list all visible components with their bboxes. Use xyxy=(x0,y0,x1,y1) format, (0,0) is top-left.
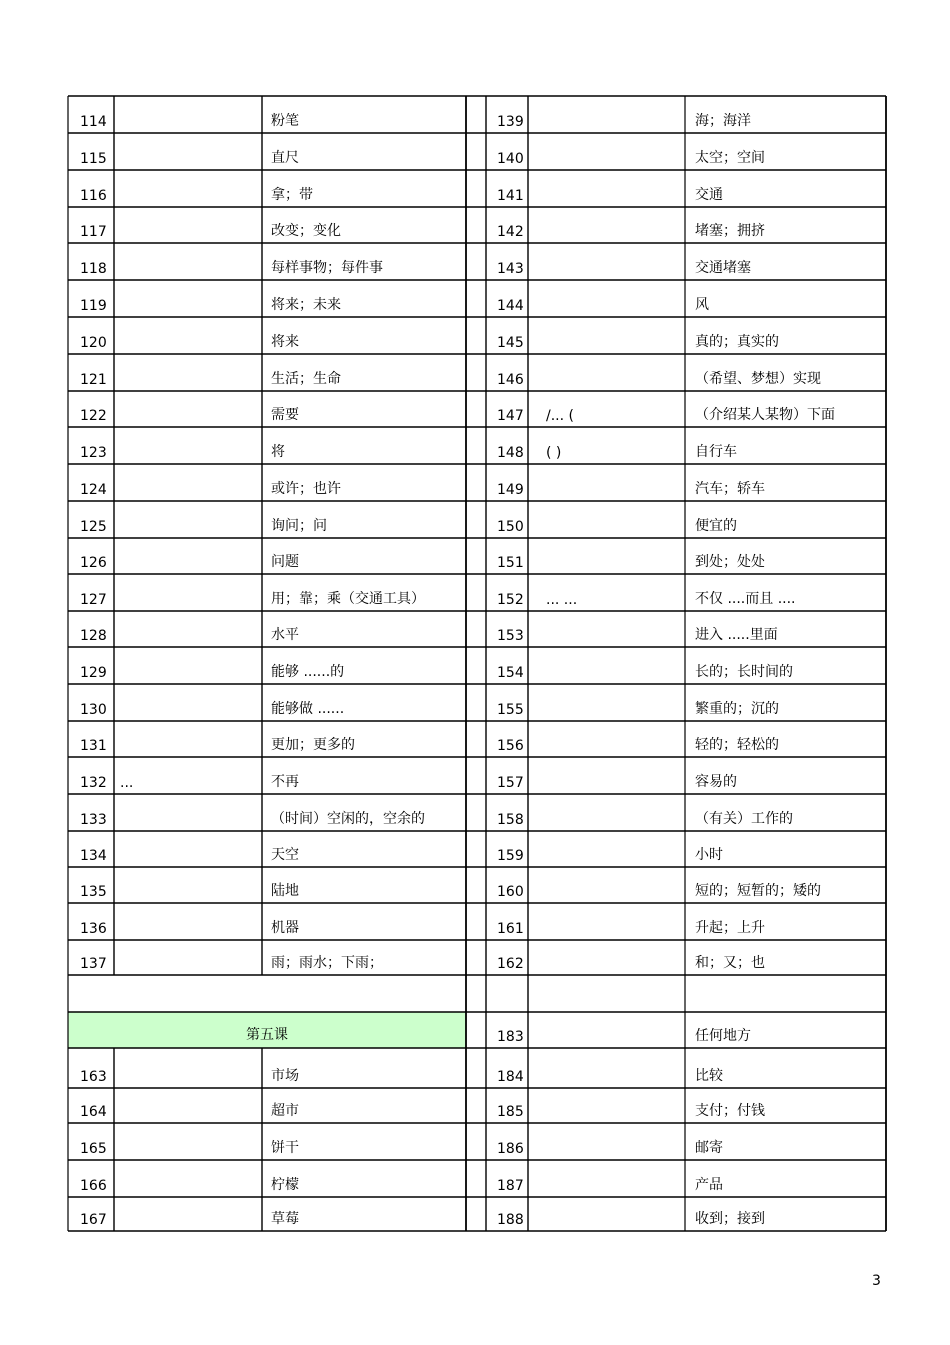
chinese-meaning-left: 更加；更多的 xyxy=(271,737,355,753)
chinese-meaning-right: （希望、梦想）实现 xyxy=(695,371,821,387)
entry-number-left: 165 xyxy=(80,1141,107,1157)
entry-number-right: 155 xyxy=(497,702,524,718)
entry-number-right: 145 xyxy=(497,335,524,351)
chinese-meaning-left: 粉笔 xyxy=(271,113,299,129)
entry-number-right: 142 xyxy=(497,224,524,240)
entry-number-left: 125 xyxy=(80,519,107,535)
chinese-meaning-right: 进入 .....里面 xyxy=(695,627,778,643)
entry-number-left: 134 xyxy=(80,848,107,864)
chinese-meaning-right: 太空；空间 xyxy=(695,150,765,166)
english-term-left: ... xyxy=(120,775,134,791)
entry-number-right: 151 xyxy=(497,555,524,571)
entry-number-left: 164 xyxy=(80,1104,107,1120)
entry-number-left: 116 xyxy=(80,188,107,204)
chinese-meaning-right: 堵塞；拥挤 xyxy=(695,223,765,239)
entry-number-right: 139 xyxy=(497,114,524,130)
english-term-right: ... ... xyxy=(546,592,578,608)
entry-number-left: 132 xyxy=(80,775,107,791)
chinese-meaning-right: 海；海洋 xyxy=(695,113,751,129)
entry-number-left: 133 xyxy=(80,812,107,828)
chinese-meaning-left: 将来；未来 xyxy=(271,297,341,313)
english-term-right: ( ) xyxy=(546,445,562,461)
entry-number-left: 114 xyxy=(80,114,107,130)
entry-number-left: 123 xyxy=(80,445,107,461)
entry-number-left: 120 xyxy=(80,335,107,351)
chinese-meaning-left: 每样事物；每件事 xyxy=(271,260,383,276)
entry-number-left: 119 xyxy=(80,298,107,314)
chinese-meaning-right: 繁重的；沉的 xyxy=(695,701,779,717)
chinese-meaning-right: 自行车 xyxy=(695,444,737,460)
chinese-meaning-left: 不再 xyxy=(271,774,299,790)
entry-number-right: 188 xyxy=(497,1212,524,1228)
entry-number-right: 152 xyxy=(497,592,524,608)
chinese-meaning-right: 汽车；轿车 xyxy=(695,481,765,497)
chinese-meaning-left: 陆地 xyxy=(271,883,299,899)
chinese-meaning-right: 便宜的 xyxy=(695,518,737,534)
entry-number-left: 166 xyxy=(80,1178,107,1194)
entry-number-left: 131 xyxy=(80,738,107,754)
chinese-meaning-left: 改变；变化 xyxy=(271,223,341,239)
chinese-meaning-right: 邮寄 xyxy=(695,1140,723,1156)
entry-number-right: 159 xyxy=(497,848,524,864)
entry-number-left: 117 xyxy=(80,224,107,240)
entry-number-right: 184 xyxy=(497,1069,524,1085)
chinese-meaning-left: 将 xyxy=(271,444,285,460)
chinese-meaning-right: 和；又；也 xyxy=(695,955,765,971)
chinese-meaning-right: 支付；付钱 xyxy=(695,1103,765,1119)
entry-number-right: 150 xyxy=(497,519,524,535)
chinese-meaning-left: 直尺 xyxy=(271,150,299,166)
chinese-meaning-left: 将来 xyxy=(271,334,299,350)
entry-number-right: 156 xyxy=(497,738,524,754)
entry-number-right: 153 xyxy=(497,628,524,644)
entry-number-left: 127 xyxy=(80,592,107,608)
entry-number-left: 122 xyxy=(80,408,107,424)
entry-number-right: 162 xyxy=(497,956,524,972)
chinese-meaning-left: 雨；雨水；下雨； xyxy=(271,955,383,971)
chinese-meaning-left: 机器 xyxy=(271,920,299,936)
entry-number-right: 185 xyxy=(497,1104,524,1120)
entry-number-right: 160 xyxy=(497,884,524,900)
chinese-meaning-right: 任何地方 xyxy=(695,1028,751,1044)
chinese-meaning-right: 长的；长时间的 xyxy=(695,664,793,680)
chinese-meaning-left: 能够做 ...... xyxy=(271,701,345,717)
chinese-meaning-right: 容易的 xyxy=(695,774,737,790)
chinese-meaning-right: （介绍某人某物）下面 xyxy=(695,407,835,423)
entry-number-left: 167 xyxy=(80,1212,107,1228)
chinese-meaning-left: 柠檬 xyxy=(271,1177,299,1193)
entry-number-left: 124 xyxy=(80,482,107,498)
entry-number-right: 146 xyxy=(497,372,524,388)
entry-number-right: 148 xyxy=(497,445,524,461)
chinese-meaning-right: 轻的；轻松的 xyxy=(695,737,779,753)
chinese-meaning-right: 交通堵塞 xyxy=(695,260,751,276)
entry-number-left: 135 xyxy=(80,884,107,900)
chinese-meaning-right: 风 xyxy=(695,297,709,313)
entry-number-right: 186 xyxy=(497,1141,524,1157)
chinese-meaning-right: （有关）工作的 xyxy=(695,811,793,827)
entry-number-left: 121 xyxy=(80,372,107,388)
chinese-meaning-right: 产品 xyxy=(695,1177,723,1193)
entry-number-left: 130 xyxy=(80,702,107,718)
entry-number-left: 136 xyxy=(80,921,107,937)
entry-number-right: 147 xyxy=(497,408,524,424)
entry-number-right: 161 xyxy=(497,921,524,937)
entry-number-right: 140 xyxy=(497,151,524,167)
chinese-meaning-left: 饼干 xyxy=(271,1140,299,1156)
chinese-meaning-left: 能够 ......的 xyxy=(271,664,345,680)
chinese-meaning-right: 真的；真实的 xyxy=(695,334,779,350)
chinese-meaning-left: 超市 xyxy=(271,1103,299,1119)
entry-number-left: 129 xyxy=(80,665,107,681)
chinese-meaning-left: 生活；生命 xyxy=(271,371,341,387)
entry-number-left: 115 xyxy=(80,151,107,167)
chinese-meaning-left: 草莓 xyxy=(271,1211,299,1227)
page-number: 3 xyxy=(872,1273,881,1289)
chinese-meaning-right: 不仅 ....而且 .... xyxy=(695,591,796,607)
entry-number-right: 154 xyxy=(497,665,524,681)
entry-number-left: 163 xyxy=(80,1069,107,1085)
entry-number-right: 141 xyxy=(497,188,524,204)
chinese-meaning-right: 小时 xyxy=(695,847,723,863)
entry-number-right: 157 xyxy=(497,775,524,791)
chinese-meaning-left: 用；靠；乘（交通工具） xyxy=(271,591,425,607)
entry-number-right: 187 xyxy=(497,1178,524,1194)
entry-number-left: 118 xyxy=(80,261,107,277)
entry-number-right: 149 xyxy=(497,482,524,498)
chinese-meaning-right: 升起；上升 xyxy=(695,920,765,936)
chinese-meaning-right: 到处；处处 xyxy=(695,554,765,570)
chinese-meaning-left: 水平 xyxy=(271,627,299,643)
entry-number-left: 128 xyxy=(80,628,107,644)
chinese-meaning-right: 比较 xyxy=(695,1068,723,1084)
entry-number-right: 158 xyxy=(497,812,524,828)
entry-number-right: 183 xyxy=(497,1029,524,1045)
chinese-meaning-left: 询问；问 xyxy=(271,518,327,534)
entry-number-left: 137 xyxy=(80,956,107,972)
chinese-meaning-left: 市场 xyxy=(271,1068,299,1084)
entry-number-right: 144 xyxy=(497,298,524,314)
chinese-meaning-right: 收到；接到 xyxy=(695,1211,765,1227)
entry-number-right: 143 xyxy=(497,261,524,277)
chinese-meaning-right: 短的；短暂的；矮的 xyxy=(695,883,821,899)
chinese-meaning-left: 或许；也许 xyxy=(271,481,341,497)
chinese-meaning-right: 交通 xyxy=(695,187,723,203)
lesson-title: 第五课 xyxy=(246,1027,288,1043)
chinese-meaning-left: 问题 xyxy=(271,554,299,570)
chinese-meaning-left: （时间）空闲的，空余的 xyxy=(271,811,425,827)
chinese-meaning-left: 需要 xyxy=(271,407,299,423)
chinese-meaning-left: 拿；带 xyxy=(271,187,313,203)
english-term-right: /... ( xyxy=(546,408,574,424)
chinese-meaning-left: 天空 xyxy=(271,847,299,863)
entry-number-left: 126 xyxy=(80,555,107,571)
